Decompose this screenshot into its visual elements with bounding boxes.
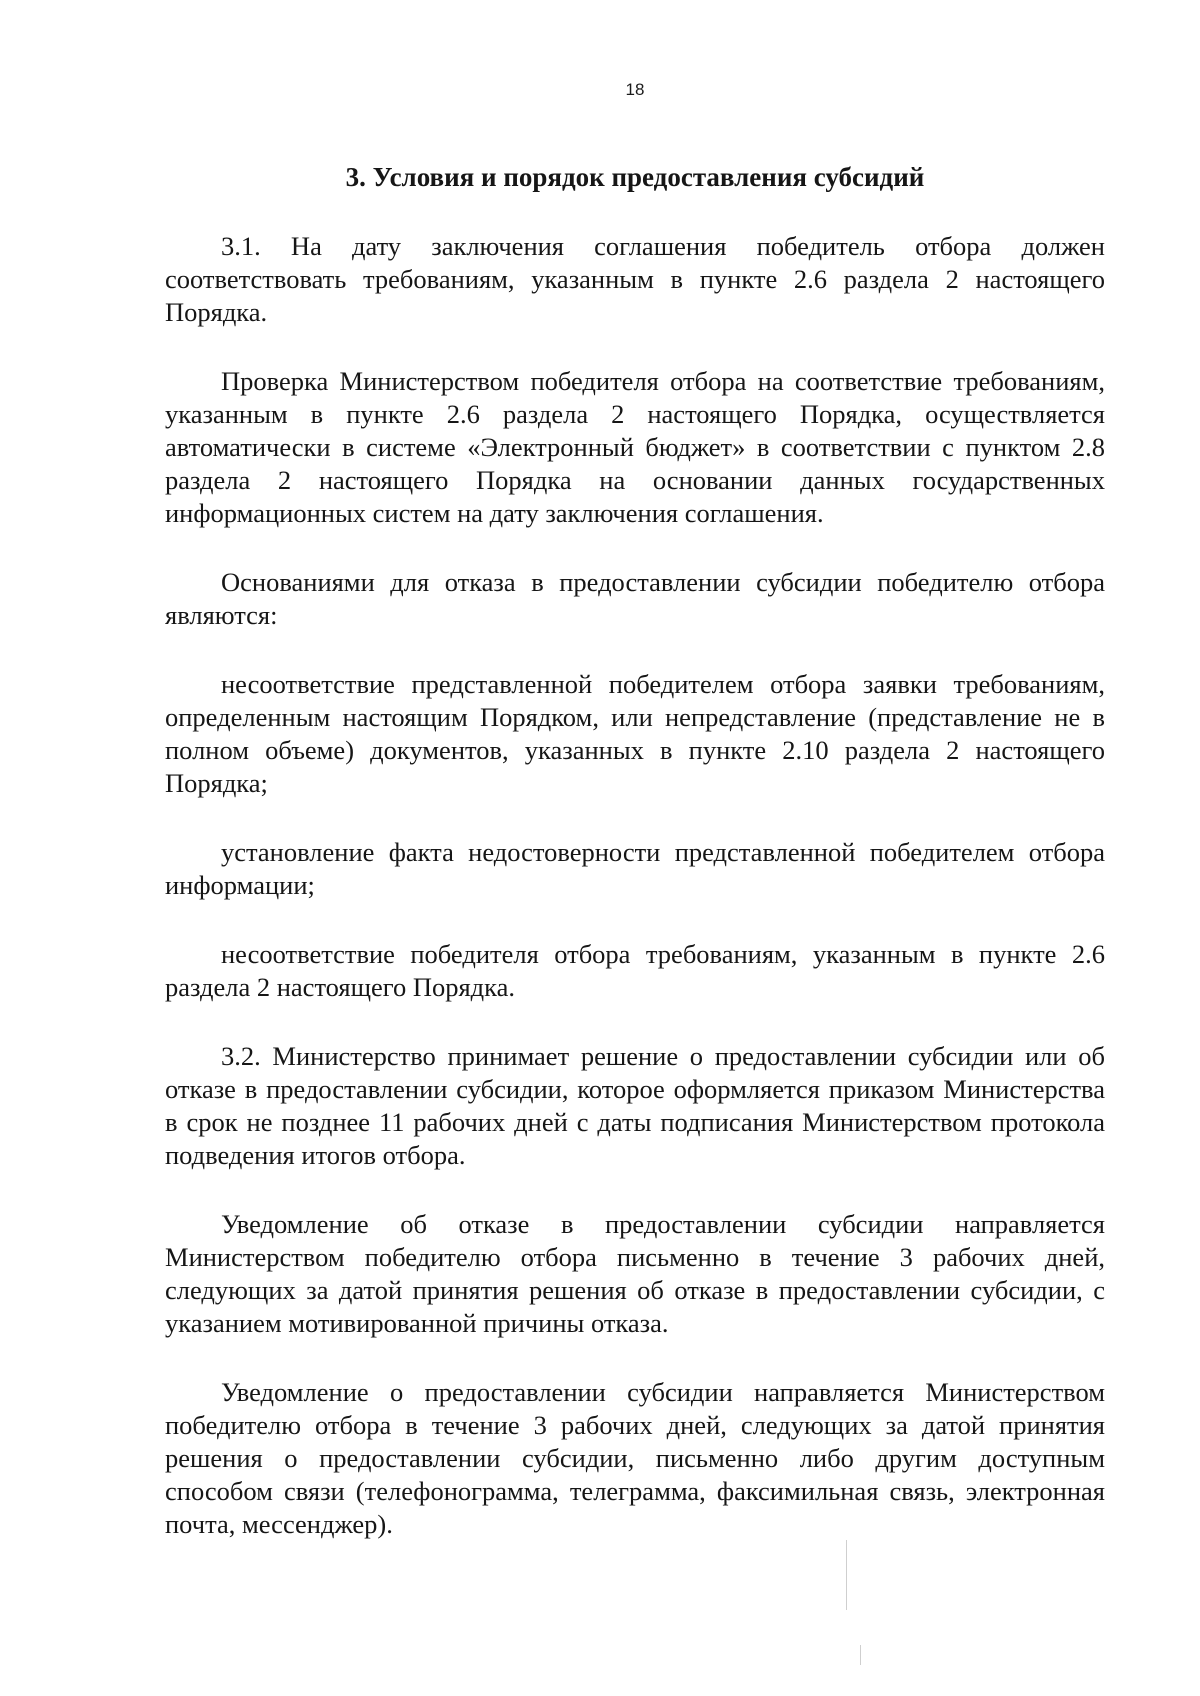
paragraph-grant-notice: Уведомление о предоставлении субсидии направляется Министерством победителю отбора в течение 3 рабочих дней, следующих за датой принятия решения о предоставлении субсидии, письменно либо другим доступным способом связи (телефонограмма, телеграмма, факсимильная связь, электронная почта, мессенджер).	[165, 1377, 1105, 1539]
scan-artifact	[846, 1540, 847, 1610]
refusal-ground-item-3: несоответствие победителя отбора требованиям, указанным в пункте 2.6 раздела 2 настоящего Порядка.	[165, 939, 1105, 1002]
scan-artifact	[860, 1645, 861, 1665]
section-heading: 3. Условия и порядок предоставления субсидий	[345, 162, 925, 192]
refusal-ground-item-2: установление факта недостоверности представленной победителем отбора информации;	[165, 837, 1105, 900]
paragraph-3-1: 3.1. На дату заключения соглашения победитель отбора должен соответствовать требованиям, указанным в пункте 2.6 раздела 2 настоящего Порядка.	[165, 231, 1105, 327]
paragraph-refusal-notice: Уведомление об отказе в предоставлении субсидии направляется Министерством победителю отбора письменно в течение 3 рабочих дней, следующих за датой принятия решения об отказе в предоставлении субсидии, с указанием мотивированной причины отказа.	[165, 1209, 1105, 1338]
paragraph-refusal-grounds: Основаниями для отказа в предоставлении субсидии победителю отбора являются:	[165, 567, 1105, 630]
document-body	[165, 230, 1105, 1577]
paragraph-verification: Проверка Министерством победителя отбора на соответствие требованиям, указанным в пункте 2.6 раздела 2 настоящего Порядка, осуществляется автоматически в системе «Электронный бюджет» в соответствии с пунктом 2.8 раздела 2 настоящего Порядка на основании данных государственных информационных систем на дату заключения соглашения.	[165, 366, 1105, 528]
paragraph-3-2: 3.2. Министерство принимает решение о предоставлении субсидии или об отказе в предоставлении субсидии, которое оформляется приказом Министерства в срок не позднее 11 рабочих дней с даты подписания Министерством протокола подведения итогов отбора.	[165, 1041, 1105, 1170]
page-number: 18	[625, 80, 645, 99]
refusal-ground-item-1: несоответствие представленной победителем отбора заявки требованиям, определенным настоящим Порядком, или непредставление (представление не в полном объеме) документов, указанных в пункте 2.10 раздела 2 настоящего Порядка;	[165, 669, 1105, 798]
